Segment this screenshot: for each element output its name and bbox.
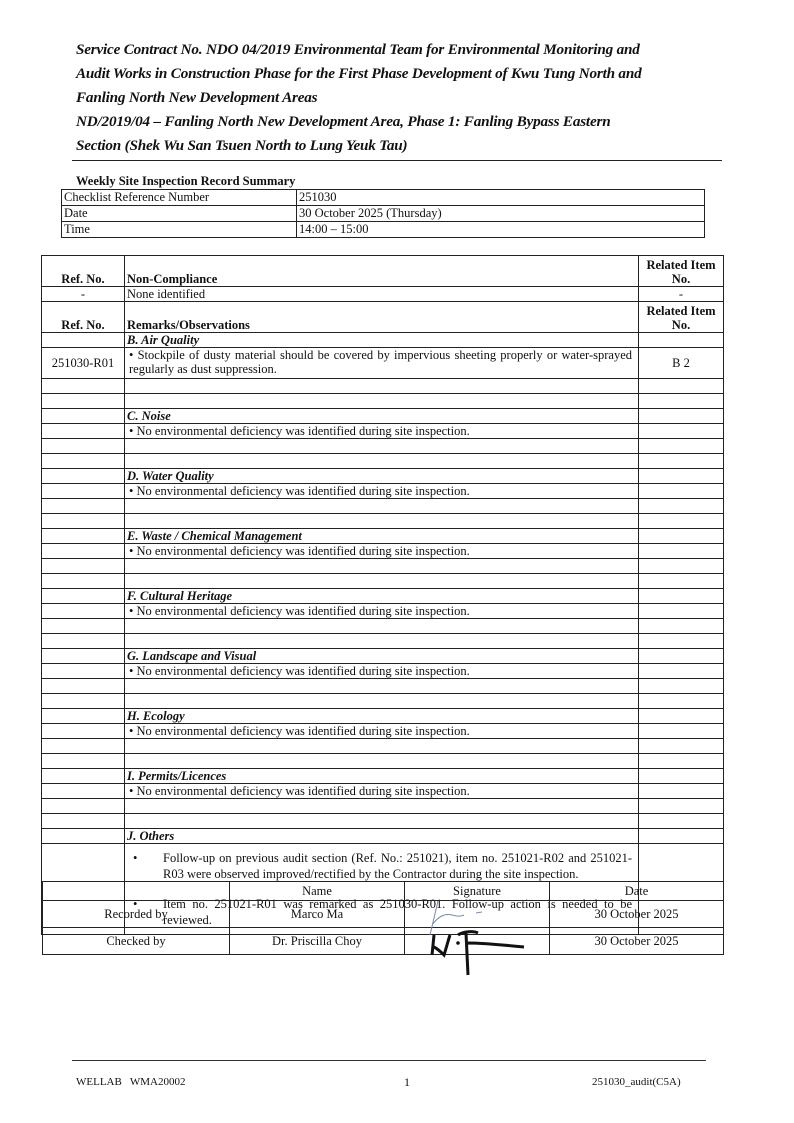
section-title-others: J. Others	[125, 829, 639, 844]
section-title-row	[42, 409, 724, 424]
bullet-icon: •	[129, 664, 134, 678]
blank-row	[42, 514, 724, 529]
inspection-summary-table	[61, 189, 705, 238]
header-divider	[72, 160, 722, 161]
observation-cell	[125, 544, 639, 559]
signature-header: Signature	[405, 882, 550, 901]
name-cell: Dr. Priscilla Choy	[230, 928, 405, 955]
bullet-icon: •	[129, 604, 134, 618]
title-line: Section (Shek Wu San Tsuen North to Lung Yeuk Tau)	[76, 137, 408, 154]
observation-text: No environmental deficiency was identified during site inspection.	[136, 484, 470, 498]
table-row	[62, 206, 705, 222]
section-title-row	[42, 333, 724, 348]
section-title-noise: C. Noise	[125, 409, 639, 424]
section-title-row	[42, 709, 724, 724]
footer-divider	[72, 1060, 706, 1061]
bullet-icon: •	[129, 784, 134, 798]
blank-row	[42, 754, 724, 769]
observation-text: No environmental deficiency was identified during site inspection.	[136, 544, 470, 558]
observation-text: No environmental deficiency was identified during site inspection.	[136, 424, 470, 438]
blank-row	[42, 634, 724, 649]
observation-cell	[125, 348, 639, 379]
list-item	[127, 850, 636, 882]
section-title-row	[42, 829, 724, 844]
footer-company-code: WELLAB WMA20002	[76, 1076, 186, 1088]
remarks-header-row	[42, 302, 724, 333]
related-item-cell: -	[639, 287, 724, 302]
blank-row	[42, 499, 724, 514]
observation-text: Stockpile of dusty material should be covered by impervious sheeting properly or water-sprayed regularly as dust suppression.	[129, 348, 633, 376]
ref-no-header: Ref. No.	[42, 302, 125, 333]
blank-row	[42, 694, 724, 709]
table-row	[42, 544, 724, 559]
table-row	[62, 190, 705, 206]
non-compliance-cell: None identified	[125, 287, 639, 302]
section-title-water-quality: D. Water Quality	[125, 469, 639, 484]
blank-row	[42, 739, 724, 754]
non-compliance-header: Non-Compliance	[125, 256, 639, 287]
table-row	[42, 604, 724, 619]
others-text: Item no. 251021-R01 was remarked as 251030-R01. Follow-up action is needed to be reviewed.	[163, 897, 632, 927]
table-row	[42, 348, 724, 379]
blank-row	[42, 799, 724, 814]
signature-cell	[405, 901, 550, 928]
date-header: Date	[550, 882, 724, 901]
related-item-cell: B 2	[639, 348, 724, 379]
observation-cell	[125, 664, 639, 679]
section-title-landscape: G. Landscape and Visual	[125, 649, 639, 664]
date-cell: 30 October 2025	[550, 901, 724, 928]
section-title-cultural-heritage: F. Cultural Heritage	[125, 589, 639, 604]
section-title-row	[42, 469, 724, 484]
related-item-header: Related Item No.	[639, 302, 724, 333]
title-line: Service Contract No. NDO 04/2019 Environmental Team for Environmental Monitoring and	[76, 41, 640, 58]
ref-no-cell: -	[42, 287, 125, 302]
role-header	[43, 882, 230, 901]
table-row	[62, 222, 705, 238]
bullet-icon: •	[129, 544, 134, 558]
remarks-header: Remarks/Observations	[125, 302, 639, 333]
table-row	[42, 664, 724, 679]
title-line: Fanling North New Development Areas	[76, 89, 318, 106]
name-cell: Marco Ma	[230, 901, 405, 928]
title-line: Audit Works in Construction Phase for the First Phase Development of Kwu Tung North and	[76, 65, 642, 82]
observation-cell	[125, 604, 639, 619]
contract-title	[76, 38, 716, 158]
observation-cell	[125, 724, 639, 739]
blank-row	[42, 619, 724, 634]
bullet-icon: •	[129, 724, 134, 738]
signature-cell	[405, 928, 550, 955]
role-cell: Checked by	[43, 928, 230, 955]
footer-document-id: 251030_audit(C5A)	[592, 1076, 681, 1088]
table-row	[42, 724, 724, 739]
blank-row	[42, 454, 724, 469]
bullet-icon: •	[133, 851, 138, 865]
others-text: Follow-up on previous audit section (Ref. No.: 251021), item no. 251021-R02 and 251021-R03 were observed improved/rectified by the Contractor during the site inspection.	[163, 851, 632, 881]
blank-row	[42, 379, 724, 394]
date-label: Date	[62, 206, 297, 222]
observation-text: No environmental deficiency was identified during site inspection.	[136, 664, 470, 678]
title-line: ND/2019/04 – Fanling North New Development Area, Phase 1: Fanling Bypass Eastern	[76, 113, 611, 130]
observation-cell	[125, 784, 639, 799]
signoff-header-row	[43, 882, 724, 901]
date-value: 30 October 2025 (Thursday)	[297, 206, 705, 222]
blank-row	[42, 814, 724, 829]
role-cell: Recorded by	[43, 901, 230, 928]
section-title-row	[42, 529, 724, 544]
table-row	[42, 784, 724, 799]
blank-row	[42, 439, 724, 454]
table-row	[42, 484, 724, 499]
section-title-row	[42, 649, 724, 664]
signoff-table	[42, 881, 724, 955]
blank-row	[42, 679, 724, 694]
ref-no-cell: 251030-R01	[42, 348, 125, 379]
blank-row	[42, 574, 724, 589]
observation-text: No environmental deficiency was identified during site inspection.	[136, 784, 470, 798]
ref-no-header: Ref. No.	[42, 256, 125, 287]
blank-row	[42, 559, 724, 574]
bullet-icon: •	[129, 484, 134, 498]
section-title-ecology: H. Ecology	[125, 709, 639, 724]
name-header: Name	[230, 882, 405, 901]
observation-text: No environmental deficiency was identified during site inspection.	[136, 724, 470, 738]
observations-table	[41, 255, 724, 935]
bullet-icon: •	[133, 897, 138, 911]
section-title-row	[42, 769, 724, 784]
bullet-icon: •	[129, 424, 134, 438]
date-cell: 30 October 2025	[550, 928, 724, 955]
table-row	[42, 287, 724, 302]
related-item-header: Related Item No.	[639, 256, 724, 287]
table-row	[43, 928, 724, 955]
observation-cell	[125, 424, 639, 439]
summary-heading: Weekly Site Inspection Record Summary	[76, 174, 296, 188]
bullet-icon: •	[129, 348, 134, 362]
section-title-waste: E. Waste / Chemical Management	[125, 529, 639, 544]
time-value: 14:00 – 15:00	[297, 222, 705, 238]
observation-cell	[125, 484, 639, 499]
time-label: Time	[62, 222, 297, 238]
section-title-row	[42, 589, 724, 604]
checklist-ref-label: Checklist Reference Number	[62, 190, 297, 206]
non-compliance-header-row	[42, 256, 724, 287]
blank-row	[42, 394, 724, 409]
checklist-ref-value: 251030	[297, 190, 705, 206]
table-row	[43, 901, 724, 928]
observation-text: No environmental deficiency was identified during site inspection.	[136, 604, 470, 618]
table-row	[42, 424, 724, 439]
section-title-air-quality: B. Air Quality	[125, 333, 639, 348]
page-number: 1	[404, 1075, 410, 1089]
section-title-permits: I. Permits/Licences	[125, 769, 639, 784]
